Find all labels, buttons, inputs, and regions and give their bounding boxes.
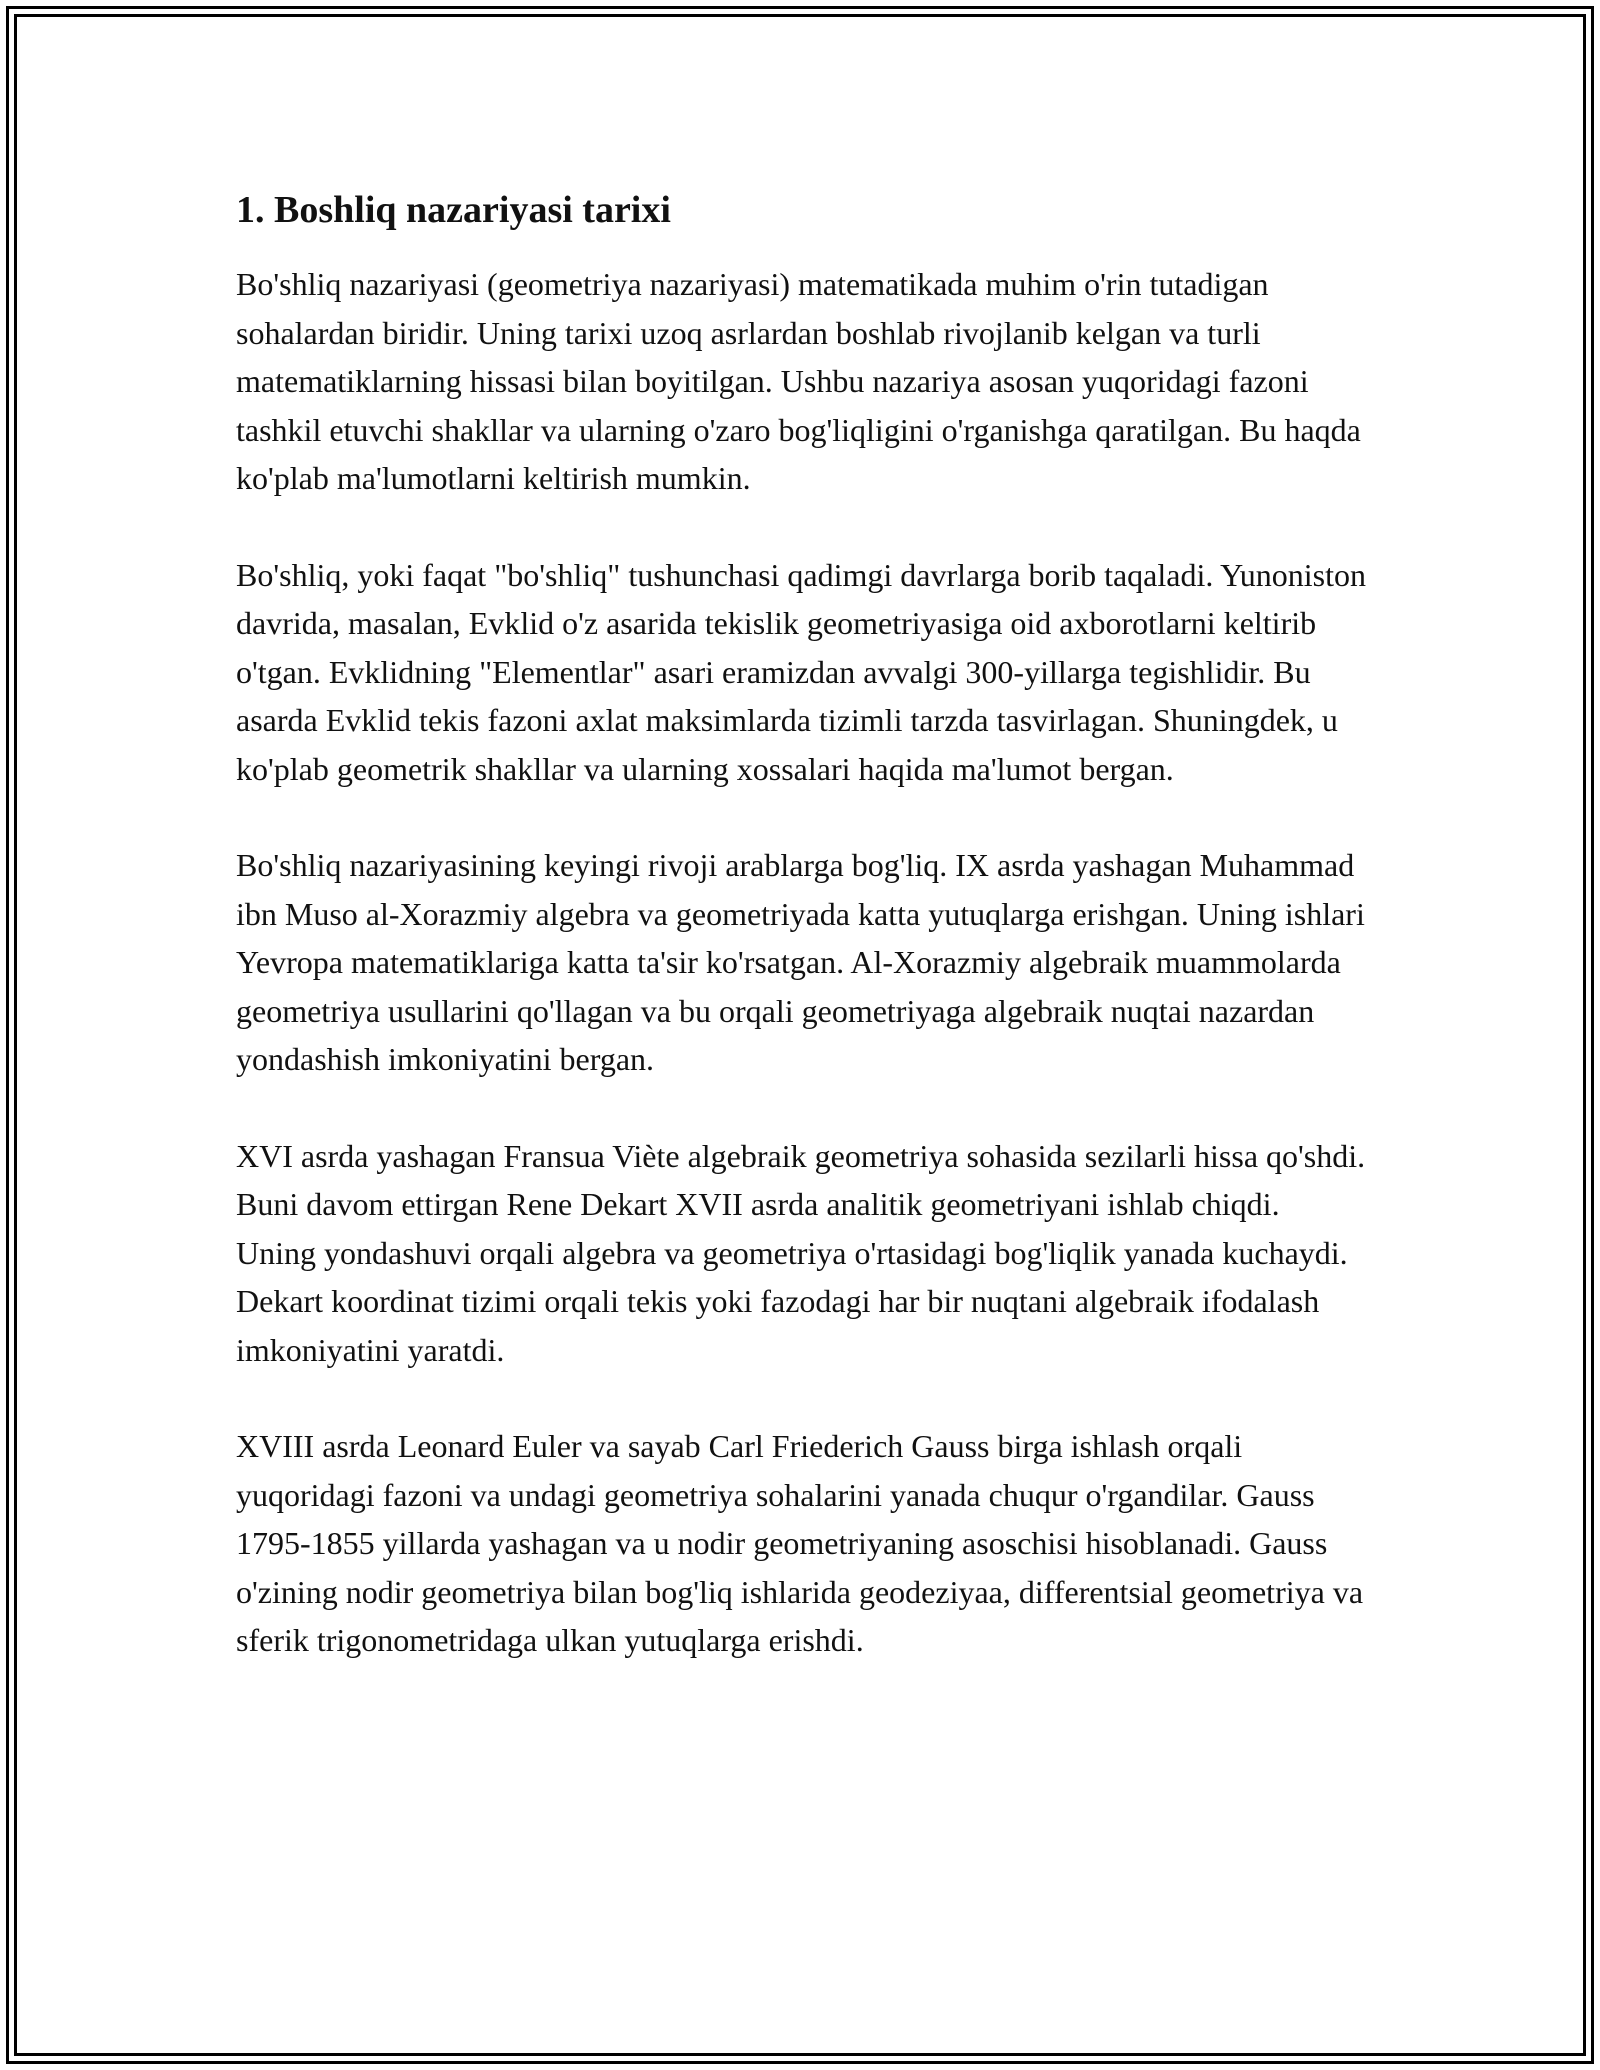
paragraph-1: Bo'shliq nazariyasi (geometriya nazariyasi) matematikada muhim o'rin tutadigan sohalardan biridir. Uning tarixi uzoq asrlardan boshlab rivojlanib kelgan va turli matematiklarning hissasi bilan boyitilgan. Ushbu nazariya asosan yuqoridagi fazoni tashkil etuvchi shakllar va ularning o'zaro bog'liqligini o'rganishga qaratilgan. Bu haqda ko'plab ma'lumotlarni keltirish mumkin. xyxy=(236,266,1361,496)
document-body xyxy=(236,186,1366,1713)
paragraph-2: Bo'shliq, yoki faqat "bo'shliq" tushunchasi qadimgi davrlarga borib taqaladi. Yunoniston davrida, masalan, Evklid o'z asarida tekislik geometriyasiga oid axborotlarni keltirib o'tgan. Evklidning "Elementlar" asari eramizdan avvalgi 300-yillarga tegishlidir. Bu asarda Evklid tekis fazoni axlat maksimlarda tizimli tarzda tasvirlagan. Shuningdek, u ko'plab geometrik shakllar va ularning xossalari haqida ma'lumot bergan. xyxy=(236,556,1366,787)
section-heading: 1. Boshliq nazariyasi tarixi xyxy=(236,189,671,231)
paragraph-3: Bo'shliq nazariyasining keyingi rivoji arablarga bog'liq. IX asrda yashagan Muhammad ibn Muso al-Xorazmiy algebra va geometriyada katta yutuqlarga erishgan. Uning ishlari Yevropa matematiklariga katta ta'sir ko'rsatgan. Al-Xorazmiy algebraik muammolarda geometriya usullarini qo'llagan va bu orqali geometriyaga algebraik nuqtai nazardan yondashish imkoniyatini bergan. xyxy=(236,847,1365,1077)
paragraph-4: XVI asrda yashagan Fransua Viète algebraik geometriya sohasida sezilarli hissa qo'shdi. Buni davom ettirgan Rene Dekart XVII asrda analitik geometriyani ishlab chiqdi. Uning yondashuvi orqali algebra va geometriya o'rtasidagi bog'liqlik yanada kuchaydi. Dekart koordinat tizimi orqali tekis yoki fazodagi har bir nuqtani algebraik ifodalash imkoniyatini yaratdi. xyxy=(236,1137,1366,1368)
paragraph-5: XVIII asrda Leonard Euler va sayab Carl Friederich Gauss birga ishlash orqali yuqoridagi fazoni va undagi geometriya sohalarini yanada chuqur o'rgandilar. Gauss 1795-1855 yillarda yashagan va u nodir geometriyaning asoschisi hisoblanadi. Gauss o'zining nodir geometriya bilan bog'liq ishlarida geodeziyaa, differentsial geometriya va sferik trigonometridaga ulkan yutuqlarga erishdi. xyxy=(236,1428,1364,1658)
